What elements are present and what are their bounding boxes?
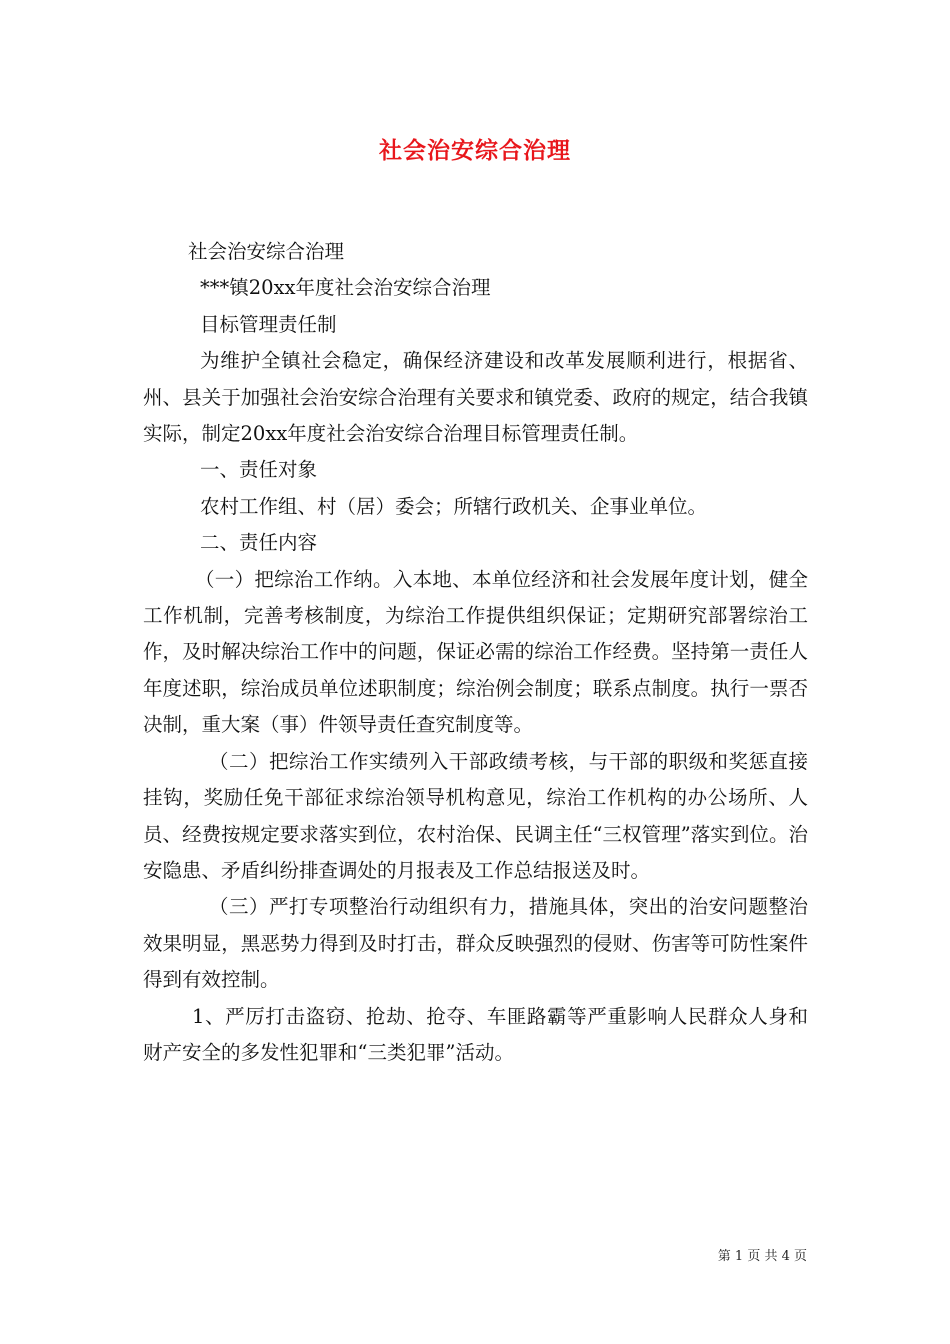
paragraph: （一）把综治工作纳。入本地、本单位经济和社会发展年度计划，健全工作机制，完善考核制度，为综治工作提供组织保证；定期研究部署综治工作，及时解决综治工作中的问题，保证必需的综治工作经费。坚持第一责任人年度述职，综治成员单位述职制度；综治例会制度；联系点制度。执行一票否决制，重大案（事）件领导责任查究制度等。 bbox=[143, 567, 808, 737]
section-heading: 一、责任对象 bbox=[200, 458, 318, 482]
page-number: 第 1 页 共 4 页 bbox=[717, 1249, 807, 1264]
subtitle-line: 目标管理责任制 bbox=[200, 312, 337, 336]
subtitle-line: ***镇20xx年度社会治安综合治理 bbox=[200, 276, 491, 300]
document-title: 社会治安综合治理 bbox=[379, 137, 571, 164]
subtitle-line: 社会治安综合治理 bbox=[188, 240, 345, 263]
section-heading: 二、责任内容 bbox=[200, 531, 318, 555]
paragraph: （二）把综治工作实绩列入干部政绩考核，与干部的职级和奖惩直接挂钩，奖励任免干部征求综治领导机构意见，综治工作机构的办公场所、人员、经费按规定要求落实到位，农村治保、民调主任“三权管理”落实到位。治安隐患、矛盾纠纷排查调处的月报表及工作总结报送及时。 bbox=[143, 749, 808, 882]
document-body bbox=[143, 234, 808, 1071]
paragraph: 1、严厉打击盗窃、抢劫、抢夺、车匪路霸等严重影响人民群众人身和财产安全的多发性犯罪和“三类犯罪”活动。 bbox=[143, 1004, 808, 1064]
paragraph: 为维护全镇社会稳定，确保经济建设和改革发展顺利进行，根据省、州、县关于加强社会治安综合治理有关要求和镇党委、政府的规定，结合我镇实际，制定20xx年度社会治安综合治理目标管理责任制。 bbox=[143, 349, 808, 446]
paragraph: （三）严打专项整治行动组织有力，措施具体，突出的治安问题整治效果明显，黑恶势力得到及时打击，群众反映强烈的侵财、伤害等可防性案件得到有效控制。 bbox=[143, 895, 808, 992]
paragraph: 农村工作组、村（居）委会；所辖行政机关、企事业单位。 bbox=[200, 494, 708, 518]
